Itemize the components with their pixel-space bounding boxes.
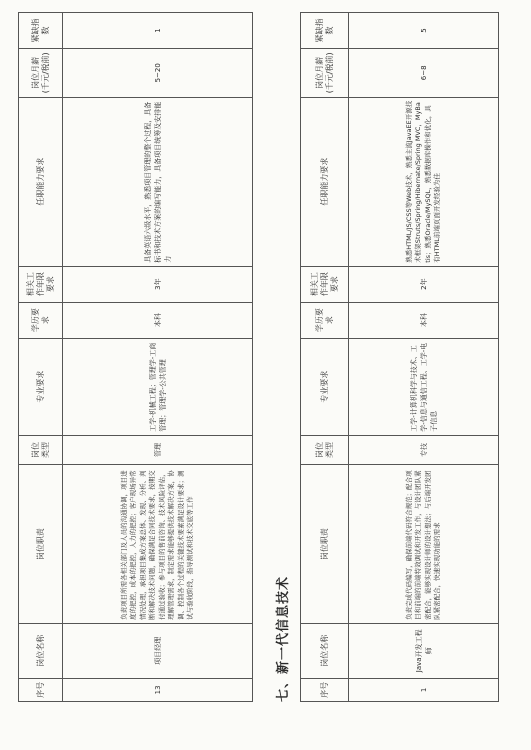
table-row	[63, 13, 253, 702]
header-duty: 岗位职责	[301, 465, 349, 624]
header-salary: 岗位月薪(千元/税前)	[19, 49, 63, 98]
cell-major: 工学-机械工程；管理学-工商管理；管理学-公共管理	[63, 338, 253, 435]
cell-type: 专技	[349, 435, 499, 465]
cell-name: Java开发工程师	[349, 623, 499, 678]
table-header-row	[19, 13, 63, 702]
cell-index: 5	[349, 13, 499, 49]
cell-no: 1	[349, 678, 499, 701]
cell-duty: 负责项目所需各相关部门及人员的沟通协调，项目进度的把控，成本的把控，人力的把控；客户现场异常情况处理，承担项目集成方案总体、发现、分析、判断和解决技术问题，确保满足合同技术要求，按期交付通过验收；参与项目的售前咨询、技术风险评估，理解管理需求，制定需求能够提供技术解决方案，协调、控制各个过程的关键技术要素满足设计要求；测试与验收阶段，指导测试和技术交底等工作	[63, 465, 253, 624]
header-edu: 学历要求	[19, 302, 63, 338]
cell-no: 13	[63, 678, 253, 701]
header-index: 紧缺指数	[19, 13, 63, 49]
cell-years: 2年	[349, 266, 499, 302]
header-index: 紧缺指数	[301, 13, 349, 49]
cell-edu: 本科	[63, 302, 253, 338]
header-major: 专业要求	[301, 338, 349, 435]
header-no: 序号	[301, 678, 349, 701]
cell-ability: 熟悉HTML/JS/CSS等Web技术，熟悉主流JavaEE开源技术框架Struts/Spring/Hibernate/Spring MVC，MyBatis；熟悉Oracle/MySQL，熟悉数据库操作和优化，具有HTML前端页面开发经验为佳	[349, 97, 499, 266]
table-header-row	[301, 13, 349, 702]
header-ability: 任职能力要求	[301, 97, 349, 266]
header-name: 岗位名称	[301, 623, 349, 678]
header-no: 序号	[19, 678, 63, 701]
cell-duty: 负责完成代码编写，确保前端代码符合规范；配合项目和前端的前端特效调试和开发工作，与设计团队紧密配合，能够实现设计师的设计想法；与后端开发团队紧密配合，快速实现功能的需求	[349, 465, 499, 624]
header-edu: 学历要求	[301, 302, 349, 338]
table-row	[349, 13, 499, 702]
header-duty: 岗位职责	[19, 465, 63, 624]
cell-salary: 6~8	[349, 49, 499, 98]
header-salary: 岗位月薪(千元/税前)	[301, 49, 349, 98]
cell-years: 3年	[63, 266, 253, 302]
cell-major: 工学-计算机科学与技术、工学-信息与通信工程、工学-电子信息	[349, 338, 499, 435]
header-years: 相关工作年限要求	[301, 266, 349, 302]
header-name: 岗位名称	[19, 623, 63, 678]
header-years: 相关工作年限要求	[19, 266, 63, 302]
cell-edu: 本科	[349, 302, 499, 338]
header-major: 专业要求	[19, 338, 63, 435]
header-ability: 任职能力要求	[19, 97, 63, 266]
cell-name: 项目经理	[63, 623, 253, 678]
section-heading: 七、新一代信息技术	[276, 575, 291, 702]
cell-ability: 具备英语六级水平，熟悉项目管理的整个过程，具备标书和技术方案的编写能力，具备项目统筹及安排能力	[63, 97, 253, 266]
header-type: 岗位类型	[19, 435, 63, 465]
job-table-java-developer	[300, 12, 499, 702]
cell-type: 管理	[63, 435, 253, 465]
cell-index: 1	[63, 13, 253, 49]
job-table-project-manager	[18, 12, 253, 702]
cell-salary: 5~20	[63, 49, 253, 98]
header-type: 岗位类型	[301, 435, 349, 465]
